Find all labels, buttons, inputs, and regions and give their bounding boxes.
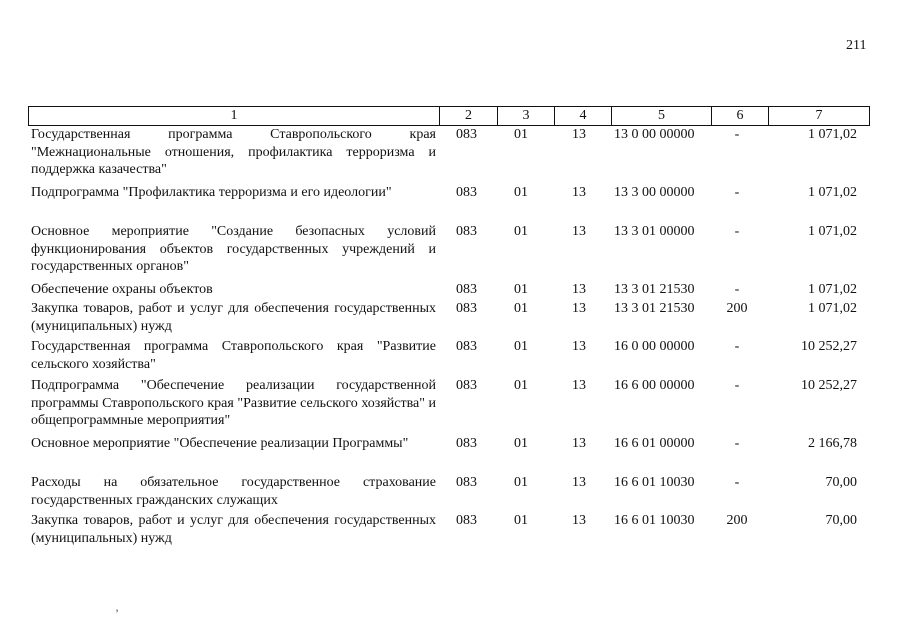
column-header-table: [28, 106, 870, 126]
row-subsection-code: 13: [572, 185, 586, 200]
column-header-1: 1: [29, 107, 440, 126]
row-section-code: 01: [514, 436, 528, 451]
row-department-code: 083: [456, 282, 477, 297]
row-subsection-code: 13: [572, 436, 586, 451]
column-header-6: 6: [712, 107, 769, 126]
row-section-code: 01: [514, 378, 528, 393]
row-department-code: 083: [456, 127, 477, 142]
row-section-code: 01: [514, 301, 528, 316]
row-amount: 10 252,27: [801, 378, 857, 393]
row-section-code: 01: [514, 475, 528, 490]
row-target-article: 13 0 00 00000: [614, 127, 695, 142]
row-section-code: 01: [514, 282, 528, 297]
row-expense-type: 200: [726, 301, 748, 316]
row-target-article: 13 3 01 21530: [614, 301, 695, 316]
row-target-article: 13 3 00 00000: [614, 185, 695, 200]
row-expense-type: -: [734, 436, 740, 451]
column-header-5: 5: [612, 107, 712, 126]
row-department-code: 083: [456, 436, 477, 451]
row-expense-type: -: [734, 475, 740, 490]
row-amount: 70,00: [825, 513, 857, 528]
column-header-7: 7: [769, 107, 870, 126]
row-name: Подпрограмма "Профилактика терроризма и его идеологии": [31, 185, 392, 200]
row-name: Основное мероприятие "Создание безопасных условий функционирования объектов государственных учреждений и государственных органов": [31, 224, 436, 274]
row-expense-type: 200: [726, 513, 748, 528]
page-number: 211: [846, 38, 867, 53]
scan-speck: ’: [115, 606, 119, 620]
row-expense-type: -: [734, 127, 740, 142]
row-amount: 1 071,02: [808, 224, 857, 239]
row-amount: 70,00: [825, 475, 857, 490]
column-header-4: 4: [555, 107, 612, 126]
row-department-code: 083: [456, 339, 477, 354]
column-header-2: 2: [440, 107, 498, 126]
row-name: Основное мероприятие "Обеспечение реализации Программы": [31, 436, 409, 451]
row-expense-type: -: [734, 224, 740, 239]
row-name: Подпрограмма "Обеспечение реализации государственной программы Ставропольского края "Развитие сельского хозяйства" и общепрограммные мероприятия": [31, 378, 436, 428]
row-department-code: 083: [456, 185, 477, 200]
row-name: Государственная программа Ставропольского края "Межнациональные отношения, профилактика терроризма и поддержка казачества": [31, 127, 436, 177]
row-section-code: 01: [514, 127, 528, 142]
column-header-row: [29, 107, 870, 126]
row-target-article: 16 6 01 00000: [614, 436, 695, 451]
row-department-code: 083: [456, 513, 477, 528]
row-name: Закупка товаров, работ и услуг для обеспечения государственных (муниципальных) нужд: [31, 513, 436, 546]
row-target-article: 16 6 01 10030: [614, 513, 695, 528]
row-section-code: 01: [514, 185, 528, 200]
row-target-article: 13 3 01 21530: [614, 282, 695, 297]
row-subsection-code: 13: [572, 224, 586, 239]
row-amount: 1 071,02: [808, 185, 857, 200]
row-department-code: 083: [456, 224, 477, 239]
row-section-code: 01: [514, 513, 528, 528]
row-section-code: 01: [514, 339, 528, 354]
row-amount: 2 166,78: [808, 436, 857, 451]
column-header-3: 3: [498, 107, 555, 126]
row-subsection-code: 13: [572, 282, 586, 297]
row-target-article: 16 0 00 00000: [614, 339, 695, 354]
row-name: Государственная программа Ставропольского края "Развитие сельского хозяйства": [31, 339, 436, 372]
row-target-article: 13 3 01 00000: [614, 224, 695, 239]
row-expense-type: -: [734, 185, 740, 200]
row-expense-type: -: [734, 339, 740, 354]
row-expense-type: -: [734, 378, 740, 393]
row-amount: 1 071,02: [808, 301, 857, 316]
row-subsection-code: 13: [572, 127, 586, 142]
row-name: Расходы на обязательное государственное страхование государственных гражданских служащих: [31, 475, 436, 508]
row-name: Обеспечение охраны объектов: [31, 282, 213, 297]
row-target-article: 16 6 01 10030: [614, 475, 695, 490]
row-subsection-code: 13: [572, 475, 586, 490]
row-subsection-code: 13: [572, 301, 586, 316]
row-name: Закупка товаров, работ и услуг для обеспечения государственных (муниципальных) нужд: [31, 301, 436, 334]
row-department-code: 083: [456, 301, 477, 316]
row-section-code: 01: [514, 224, 528, 239]
row-subsection-code: 13: [572, 513, 586, 528]
row-department-code: 083: [456, 475, 477, 490]
row-amount: 10 252,27: [801, 339, 857, 354]
row-expense-type: -: [734, 282, 740, 297]
row-subsection-code: 13: [572, 339, 586, 354]
row-target-article: 16 6 00 00000: [614, 378, 695, 393]
row-department-code: 083: [456, 378, 477, 393]
row-amount: 1 071,02: [808, 127, 857, 142]
row-amount: 1 071,02: [808, 282, 857, 297]
row-subsection-code: 13: [572, 378, 586, 393]
